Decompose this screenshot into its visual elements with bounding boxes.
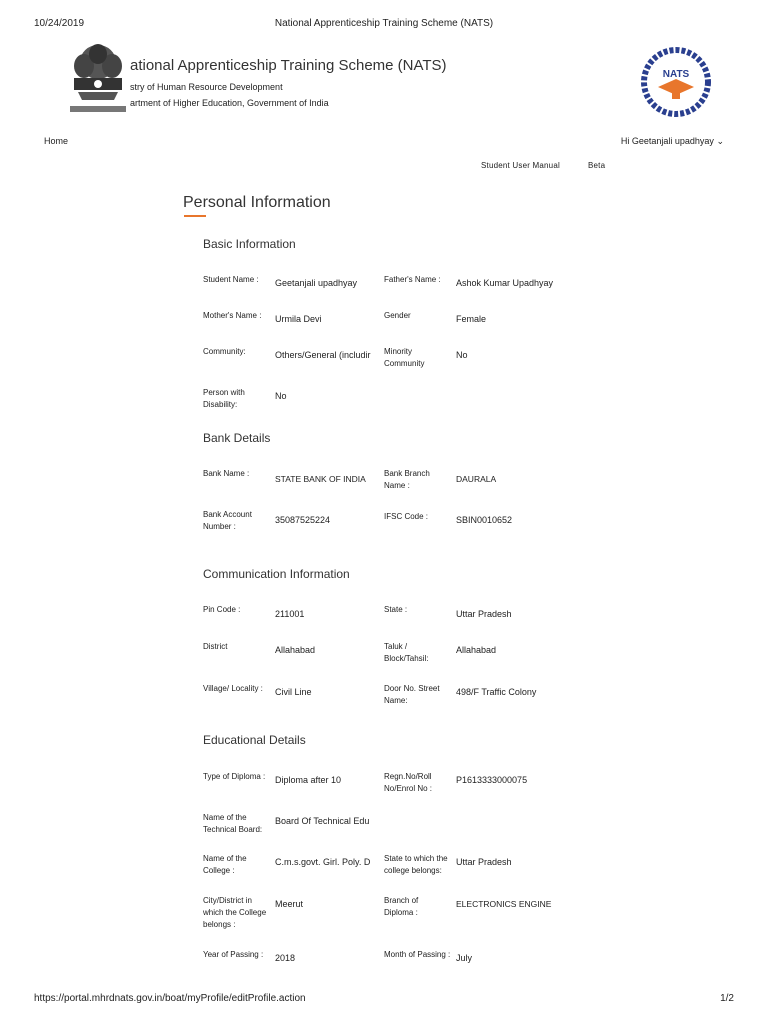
community-label: Community: [203, 347, 246, 356]
pin-code-label: Pin Code : [203, 605, 241, 614]
nats-logo-text: NATS [662, 69, 690, 80]
taluk-value: Allahabad [456, 645, 497, 655]
student-user-manual-link[interactable]: Student User Manual [481, 161, 560, 170]
college-city-value: Meerut [275, 899, 304, 909]
pin-code-value: 211001 [275, 609, 305, 619]
diploma-type-value: Diploma after 10 [275, 775, 342, 785]
year-of-passing-value: 2018 [275, 953, 296, 963]
college-state-label: State to which the college belongs: [384, 854, 448, 875]
mother-name-value: Urmila Devi [275, 314, 322, 324]
bank-account-label: Bank Account Number : [203, 510, 252, 531]
user-menu[interactable] [621, 136, 724, 147]
bank-account-value: 35087525224 [275, 515, 331, 525]
disability-value: No [275, 391, 287, 401]
mother-name-label: Mother's Name : [203, 311, 262, 320]
district-value: Allahabad [275, 645, 316, 655]
taluk-label: Taluk / Block/Tahsil: [384, 642, 429, 663]
college-name-label: Name of the College : [203, 854, 247, 875]
village-label: Village/ Locality : [203, 684, 263, 693]
bank-details-title: Bank Details [203, 431, 271, 445]
site-title: ational Apprenticeship Training Scheme (NATS) [130, 57, 447, 74]
father-name-label: Father's Name : [384, 275, 441, 284]
educational-details-title: Educational Details [203, 733, 306, 747]
ifsc-label: IFSC Code : [384, 512, 429, 521]
ifsc-value: SBIN0010652 [456, 515, 513, 525]
technical-board-label: Name of the Technical Board: [203, 813, 263, 834]
state-label: State : [384, 605, 408, 614]
beta-badge: Beta [588, 161, 606, 170]
college-state-value: Uttar Pradesh [456, 857, 512, 867]
print-url: https://portal.mhrdnats.gov.in/boat/myProfile/editProfile.action [34, 993, 306, 1004]
ministry-name: stry of Human Resource Development [130, 82, 283, 92]
bank-name-value: STATE BANK OF INDIA [275, 474, 366, 484]
month-of-passing-label: Month of Passing : [384, 950, 451, 959]
print-date: 10/24/2019 [34, 18, 85, 29]
village-value: Civil Line [275, 687, 312, 697]
print-page-title: National Apprenticeship Training Scheme (NATS) [274, 18, 494, 29]
bank-branch-value: DAURALA [456, 474, 497, 484]
department-name: artment of Higher Education, Government of India [130, 98, 329, 108]
technical-board-value: Board Of Technical Edu [275, 816, 370, 826]
state-value: Uttar Pradesh [456, 609, 512, 619]
diploma-branch-value: ELECTRONICS ENGINE [456, 899, 552, 909]
disability-label: Person with Disability: [203, 388, 245, 409]
district-label: District [203, 642, 228, 651]
regn-no-value: P1613333000075 [456, 775, 528, 785]
page-title: Personal Information [183, 194, 331, 211]
bank-branch-label: Bank Branch Name : [384, 469, 430, 490]
print-page-number: 1/2 [720, 993, 734, 1004]
student-name-value: Geetanjali upadhyay [275, 278, 358, 288]
heading-underline [184, 215, 206, 217]
gender-value: Female [456, 314, 487, 324]
diploma-branch-label: Branch of Diploma : [384, 896, 419, 917]
minority-value: No [456, 350, 468, 360]
month-of-passing-value: July [456, 953, 473, 963]
door-no-label: Door No. Street Name: [384, 684, 440, 705]
national-emblem-icon [64, 40, 132, 118]
minority-label: Minority Community [384, 347, 425, 368]
community-value: Others/General (includir [275, 350, 371, 360]
diploma-type-label: Type of Diploma : [203, 772, 266, 781]
student-name-label: Student Name : [203, 275, 259, 284]
college-city-label: City/District in which the College belongs : [203, 896, 267, 929]
basic-info-title: Basic Information [203, 237, 296, 251]
nats-logo-icon [636, 47, 716, 117]
gender-label: Gender [384, 311, 411, 320]
user-greeting: Hi Geetanjali upadhyay [620, 136, 714, 146]
chevron-down-icon: ⌄ [716, 136, 724, 146]
nav-home-link[interactable]: Home [44, 136, 69, 146]
door-no-value: 498/F Traffic Colony [456, 687, 537, 697]
regn-no-label: Regn.No/Roll No/Enrol No : [384, 772, 433, 793]
year-of-passing-label: Year of Passing : [203, 950, 264, 959]
father-name-value: Ashok Kumar Upadhyay [456, 278, 554, 288]
bank-name-label: Bank Name : [203, 469, 250, 478]
communication-info-title: Communication Information [203, 567, 350, 581]
college-name-value: C.m.s.govt. Girl. Poly. D [275, 857, 371, 867]
